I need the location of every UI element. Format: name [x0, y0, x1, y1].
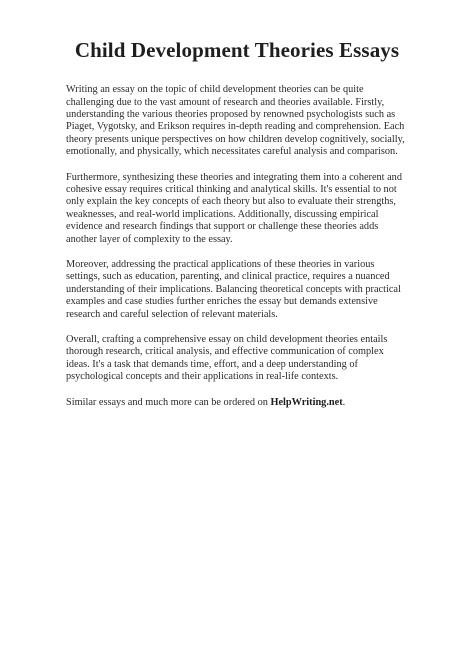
paragraph-applications: Moreover, addressing the practical applications of these theories in various settings, such as education, parenting, and clinical practice, requires a nuanced understanding of their implications. Balancing theoretical concepts with practical examples and case studies further enriches the essay but demands extensive research and careful selection of relevant materials. [66, 259, 401, 320]
document-title: Child Development Theories Essays [74, 38, 400, 62]
paragraph-intro: Writing an essay on the topic of child development theories can be quite challenging due to the vast amount of research and theories available. Firstly, understanding the various theories proposed by renowned psychologists such as Piaget, Vygotsky, and Erikson requires in-depth reading and comprehension. Each theory presents unique perspectives on how children develop cognitively, socially, emotionally, and physically, which necessitates careful analysis and comparison. [66, 84, 405, 158]
order-note [66, 397, 408, 409]
helpwriting-link[interactable]: HelpWriting.net [270, 396, 343, 408]
order-note-suffix: . [342, 396, 346, 408]
paragraph-conclusion: Overall, crafting a comprehensive essay on child development theories entails thorough research, critical analysis, and effective communication of complex ideas. It's a task that demands time, effort, and a deep understanding of psychological concepts and their applications in real-life contexts. [66, 334, 388, 383]
order-note-prefix: Similar essays and much more can be ordered on [66, 396, 271, 408]
paragraph-synthesis: Furthermore, synthesizing these theories and integrating them into a coherent and cohesive essay requires critical thinking and analytical skills. It's essential to not only explain the key concepts of each theory but also to evaluate their strengths, weaknesses, and real-world implications. Additionally, discussing empirical evidence and research findings that support or challenge these theories adds another layer of complexity to the essay. [66, 171, 402, 245]
